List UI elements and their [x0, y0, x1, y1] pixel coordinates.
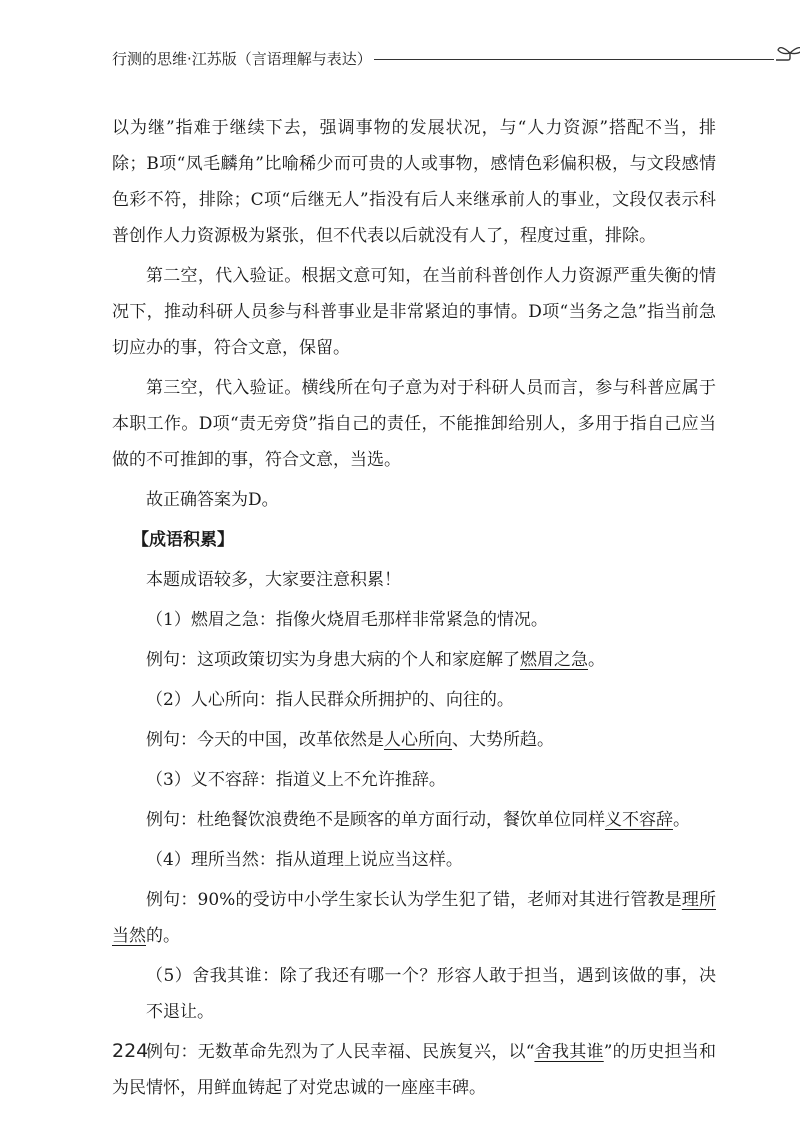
paragraph-first-blank-analysis: 以为继”指难于继续下去，强调事物的发展状况，与“人力资源”搭配不当，排除；B项“凤毛麟角”比喻稀少而可贵的人或事物，感情色彩偏积极，与文段感情色彩不符，排除；C项“后继无人”指没有后人来继承前人的事业，文段仅表示科普创作人力资源极为紧张，但不代表以后就没有人了，程度过重，排除。 — [112, 118, 716, 246]
example-text-end: 。 — [673, 810, 690, 830]
idiom-example — [112, 882, 716, 954]
underlined-idiom: 舍我其谁 — [534, 1042, 604, 1062]
underlined-idiom: 燃眉之急 — [520, 650, 588, 670]
running-header — [112, 40, 712, 80]
idiom-definition: （3）义不容辞：指道义上不允许推辞。 — [146, 770, 446, 790]
idiom-definition: （1）燃眉之急：指像火烧眉毛那样非常紧急的情况。 — [146, 610, 548, 630]
section-intro: 本题成语较多，大家要注意积累！ — [146, 570, 401, 590]
idiom-example — [112, 802, 716, 838]
example-text: 例句：这项政策切实为身患大病的个人和家庭解了 — [146, 650, 520, 670]
idiom-definition: （5）舍我其谁：除了我还有哪一个？形容人敢于担当，遇到该做的事，决不退让。 — [146, 966, 716, 1022]
header-rule — [374, 59, 774, 60]
example-text: 例句：杜绝餐饮浪费绝不是顾客的单方面行动，餐饮单位同样 — [146, 810, 605, 830]
example-text: 例句：90%的受访中小学生家长认为学生犯了错，老师对其进行管教是 — [146, 890, 682, 910]
idiom-definition: （2）人心所向：指人民群众所拥护的、向往的。 — [146, 690, 514, 710]
idiom-example — [112, 722, 716, 758]
idiom-definition: （4）理所当然：指从道理上说应当这样。 — [146, 850, 463, 870]
underlined-idiom: 义不容辞 — [605, 810, 673, 830]
example-text-end: 的。 — [146, 926, 180, 946]
paragraph-third-blank: 第三空，代入验证。横线所在句子意为对于科研人员而言，参与科普应属于本职工作。D项“责无旁贷”指自己的责任，不能推卸给别人，多用于指自己应当做的不可推卸的事，符合文意，当选。 — [112, 378, 716, 470]
section-heading: 【成语积累】 — [132, 530, 234, 550]
example-text: 例句：今天的中国，改革依然是 — [146, 730, 384, 750]
example-text: 例句：无数革命先烈为了人民幸福、民族复兴，以“ — [146, 1042, 535, 1062]
example-text-end: ”的历史担当和为民情怀，用鲜血铸起了对党忠诚的一座座丰碑。 — [112, 1042, 716, 1098]
sprout-icon — [774, 42, 800, 72]
header-title: 行测的思维·江苏版（言语理解与表达） — [112, 50, 372, 68]
underlined-idiom: 理所当然 — [112, 890, 716, 946]
paragraph-second-blank: 第二空，代入验证。根据文意可知，在当前科普创作人力资源严重失衡的情况下，推动科研人员参与科普事业是非常紧迫的事情。D项“当务之急”指当前急切应办的事，符合文意，保留。 — [112, 266, 716, 358]
idiom-example — [112, 642, 716, 678]
paragraph-answer: 故正确答案为D。 — [146, 490, 279, 510]
example-text-end: 。 — [588, 650, 605, 670]
underlined-idiom: 人心所向 — [384, 730, 452, 750]
page-number: 224 — [112, 1040, 149, 1062]
example-text-end: 、大势所趋。 — [452, 730, 554, 750]
page-body — [112, 110, 716, 1106]
idiom-example — [112, 1034, 716, 1106]
